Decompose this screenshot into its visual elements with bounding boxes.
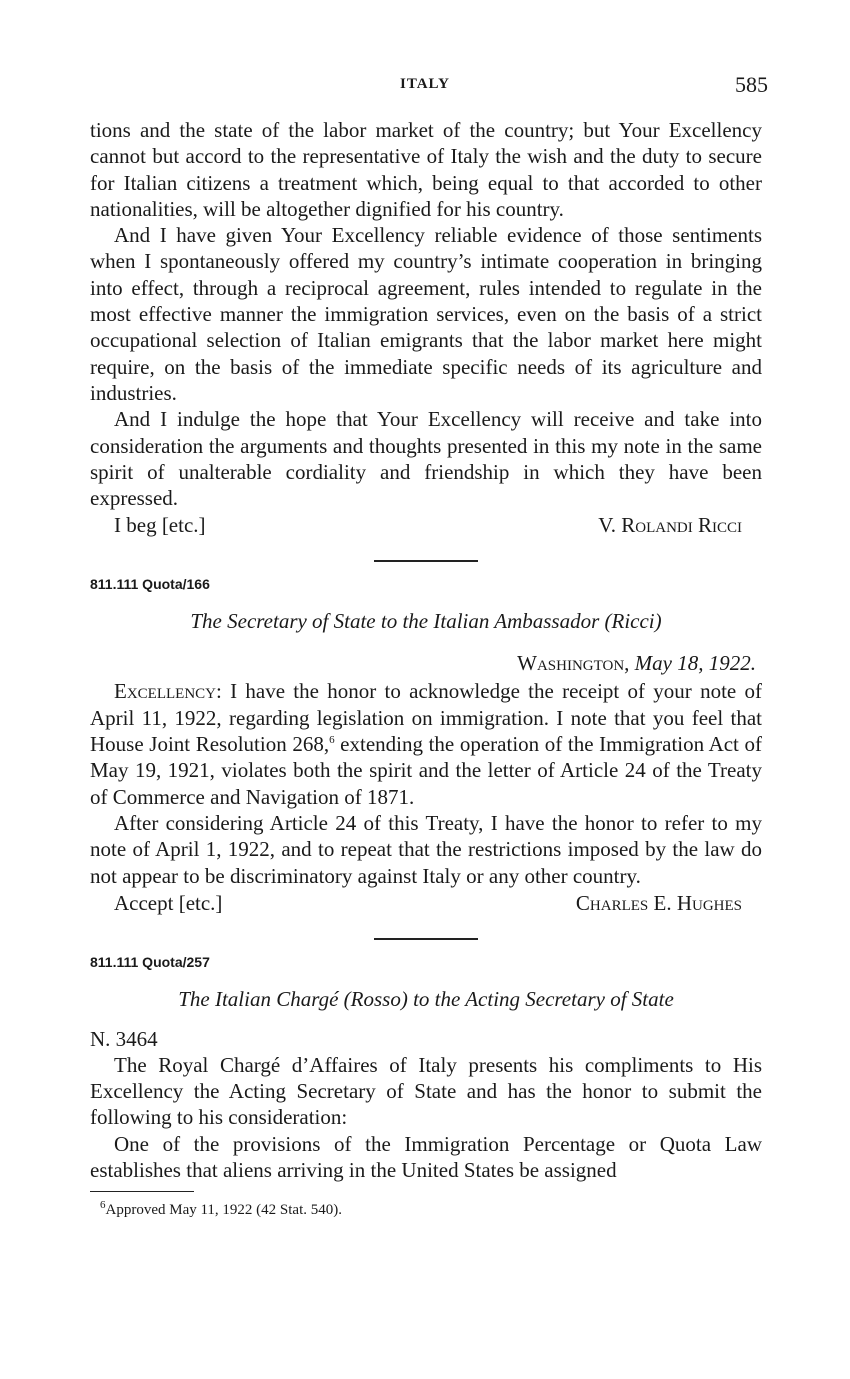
salutation: Excellency: [114,679,222,704]
footnote-marker: 6 [100,1199,106,1212]
closing-text: Accept [etc.] [114,890,223,915]
document-title: The Secretary of State to the Italian Ambassador (Ricci) [190,609,662,634]
dateline [90,650,762,676]
page-header [0,72,850,102]
closing-line [90,890,762,916]
page-body [90,117,762,1219]
paragraph: And I have given Your Excellency reliable evidence of those sentiments when I spontaneously offered my country’s intimate cooperation in bringing into effect, through a reciprocal agreement, rules intended to regulate in the most effective manner the immigration services, even on the basis of a strict occupational selection of Italian emigrants that the labor market here might require, on the basis of the immediate specific needs of its agriculture and industries. [90,223,762,405]
paragraph: The Royal Chargé d’Affaires of Italy presents his compliments to His Excellency the Acting Secretary of State and has the honor to submit the following to his consideration: [90,1052,762,1130]
note-number: N. 3464 [90,1026,158,1051]
dateline-date: May 18, 1922. [634,651,756,676]
section-divider [374,938,478,940]
footnote-text: Approved May 11, 1922 (42 Stat. 540). [105,1202,342,1219]
closing-line [90,512,762,538]
section-divider [374,560,478,562]
file-number: 811.111 Quota/166 [90,576,210,593]
running-title: ITALY [399,76,451,92]
signature: Charles E. Hughes [575,890,742,915]
paragraph: One of the provisions of the Immigration Percentage or Quota Law establishes that aliens arriving in the United States be assigned [90,1131,762,1183]
closing-text: I beg [etc.] [114,513,206,538]
footnote-divider [90,1191,194,1192]
paragraph [90,678,762,809]
paragraph: tions and the state of the labor market of the country; but Your Excellency cannot but accord to the representative of Italy the wish and the duty to secure for Italian citizens a treatment which, being equal to that accorded to other nationalities, will be altogether dignified for his country. [90,118,762,221]
paragraph: And I indulge the hope that Your Excellency will receive and take into consideration the arguments and thoughts presented in this my note in the same spirit of unalterable cordiality and friendship in which they have been expressed. [90,407,762,511]
page-number: 585 [735,72,768,97]
footnote-marker: 6 [329,734,335,747]
paragraph-text: extending the operation of the Immigration Act of May 19, 1921, violates both the spirit and the letter of Article 24 of the Treaty of Commerce and Navigation of 1871. [90,732,762,809]
document-title: The Italian Chargé (Rosso) to the Acting Secretary of State [178,986,674,1011]
file-number: 811.111 Quota/257 [90,953,210,970]
footnote [90,1199,762,1219]
signature: V. Rolandi Ricci [598,513,742,538]
paragraph-text: I have the honor to acknowledge the receipt of your note of April 11, 1922, regarding legislation on immigration. I note that you feel that House Joint Resolution 268, [90,679,762,757]
dateline-place: Washington, [517,651,630,676]
paragraph: After considering Article 24 of this Treaty, I have the honor to refer to my note of April 1, 1922, and to repeat that the restrictions imposed by the law do not appear to be discriminatory against Italy or any other country. [90,810,762,888]
